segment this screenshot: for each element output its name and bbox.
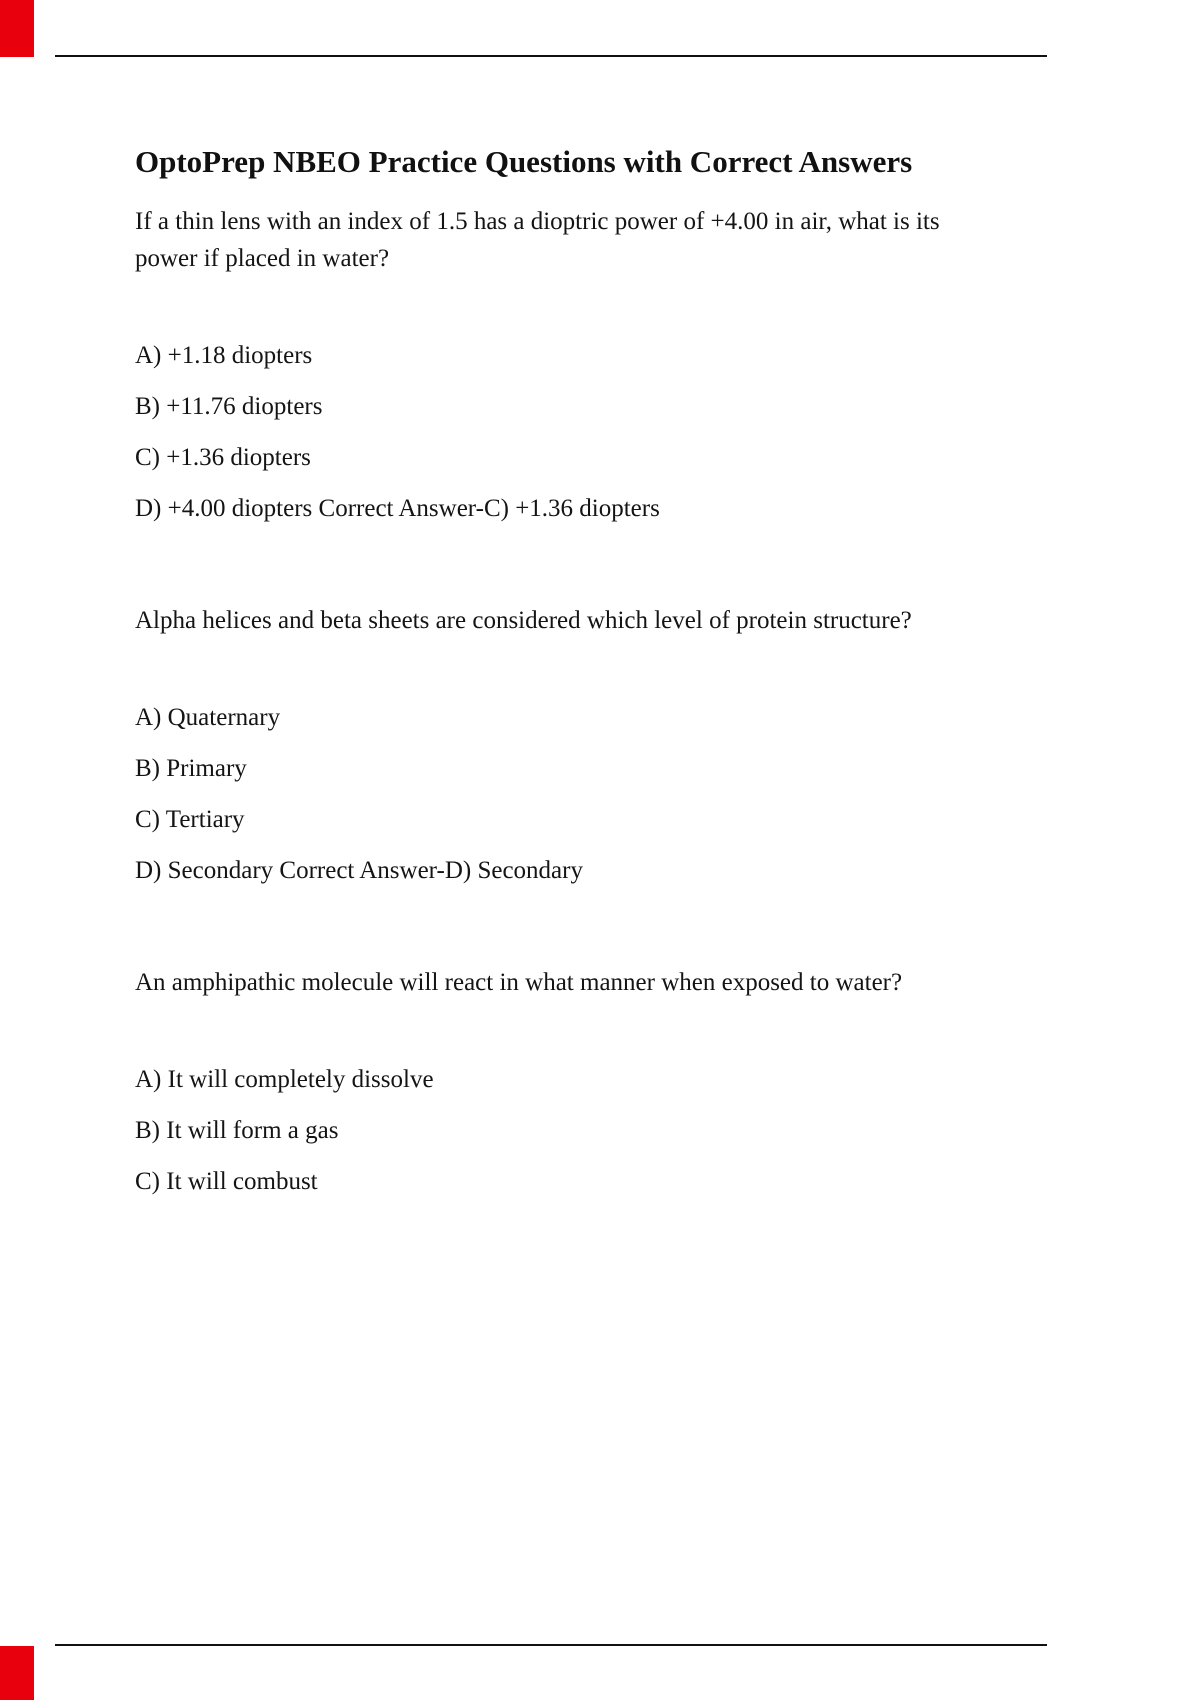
answer-option: D) Secondary Correct Answer-D) Secondary <box>135 857 583 884</box>
answer-option: A) +1.18 diopters <box>135 342 313 369</box>
bottom-horizontal-rule <box>55 1644 1047 1646</box>
answer-option: B) Primary <box>135 755 247 782</box>
question-text: Alpha helices and beta sheets are considered which level of protein structure? <box>135 607 912 634</box>
options-list <box>135 341 970 524</box>
answer-option: A) Quaternary <box>135 704 281 731</box>
question-block-3 <box>135 964 970 1197</box>
question-text: An amphipathic molecule will react in what manner when exposed to water? <box>135 969 903 996</box>
answer-option: C) +1.36 diopters <box>135 444 311 471</box>
answer-option: B) +11.76 diopters <box>135 393 323 420</box>
question-block-1 <box>135 203 970 524</box>
answer-option: A) It will completely dissolve <box>135 1066 434 1093</box>
page-title: OptoPrep NBEO Practice Questions with Correct Answers <box>135 144 913 179</box>
answer-option: D) +4.00 diopters Correct Answer-C) +1.36 diopters <box>135 495 660 522</box>
answer-option: C) It will combust <box>135 1168 318 1195</box>
options-list <box>135 703 970 886</box>
question-block-2 <box>135 602 970 886</box>
top-horizontal-rule <box>55 55 1047 57</box>
red-edge-top <box>0 0 34 57</box>
answer-option: B) It will form a gas <box>135 1117 339 1144</box>
question-text: If a thin lens with an index of 1.5 has a dioptric power of +4.00 in air, what is its power if placed in water? <box>135 208 940 272</box>
options-list <box>135 1065 970 1197</box>
answer-option: C) Tertiary <box>135 806 245 833</box>
document-content <box>135 138 970 1197</box>
red-edge-bottom <box>0 1646 34 1700</box>
